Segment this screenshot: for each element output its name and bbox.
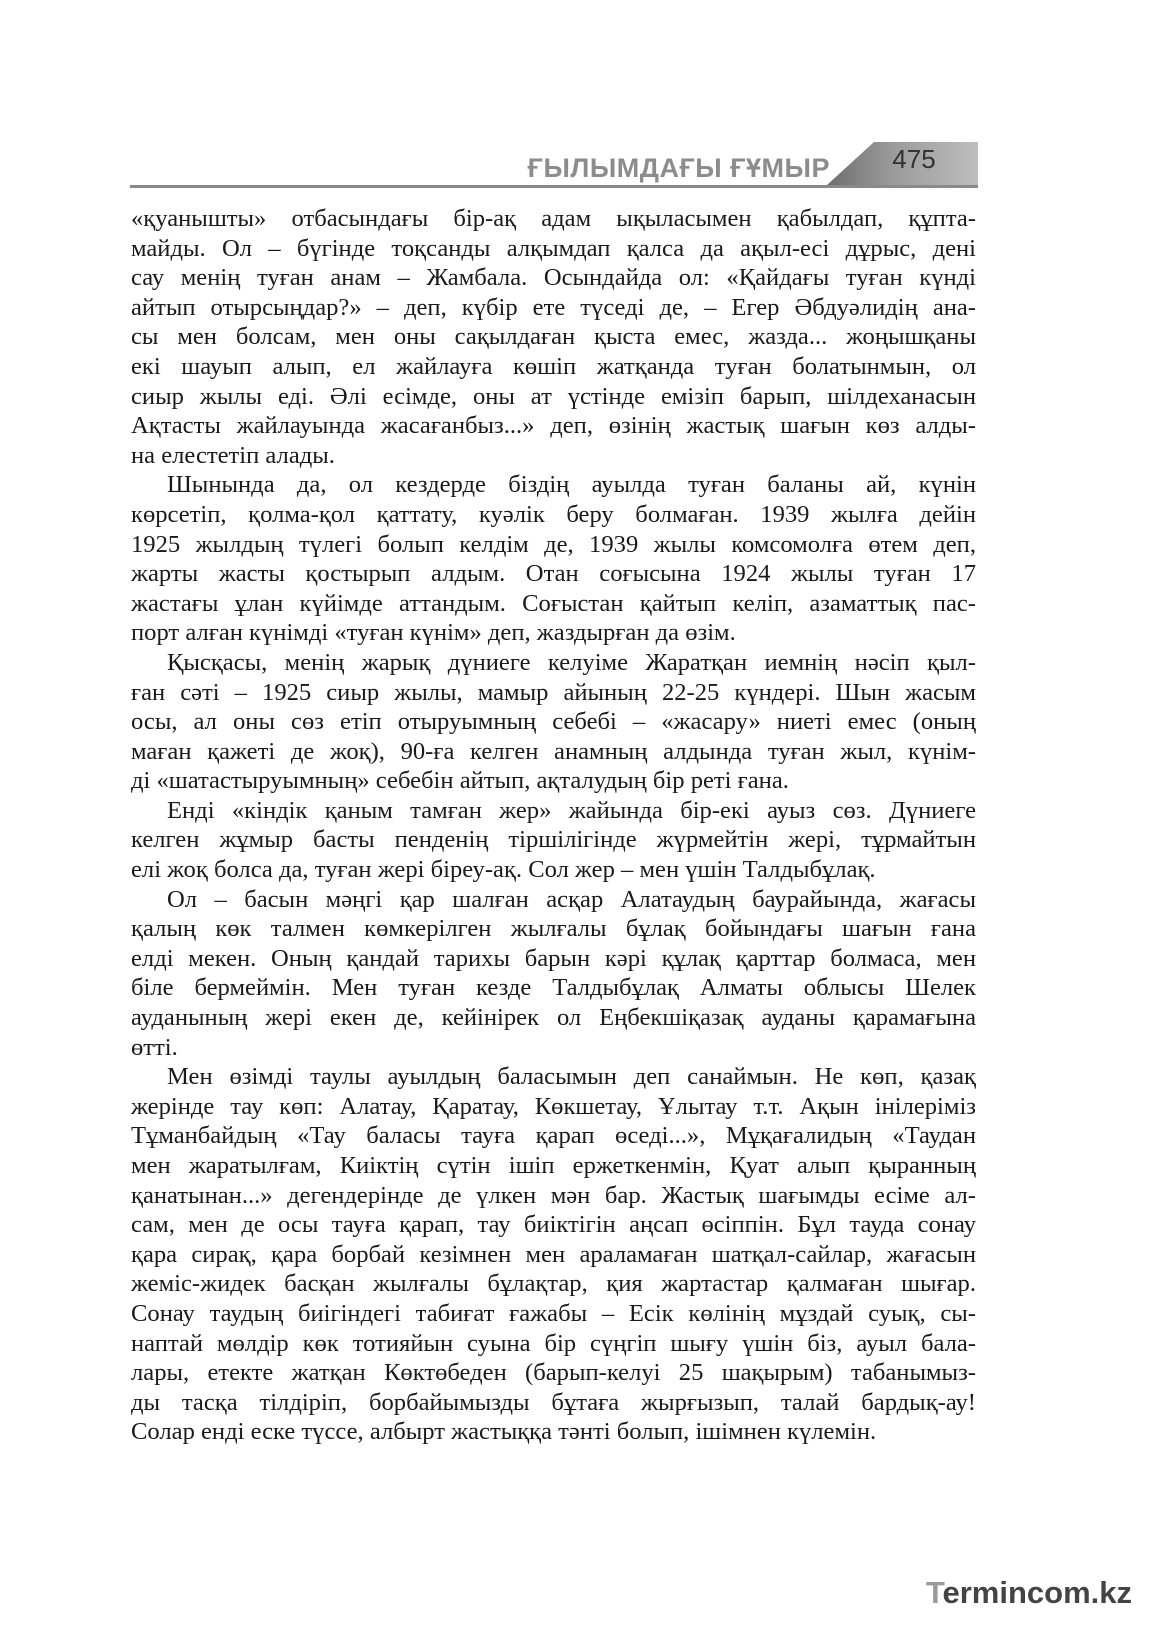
text-line: ді «шатастыруымның» себебін айтып, ақталудың бір реті ғана. xyxy=(131,767,789,795)
text-line: қалың көк талмен көмкерілген жылғалы бұлақ бойындағы шағын ғана xyxy=(131,915,976,943)
text-line: маған қажеті де жоқ), 90-ға келген анамның алдында туған жыл, күнім- xyxy=(131,737,976,765)
text-line: көрсетіп, қолма-қол қаттату, куәлік беру болмаған. 1939 жылға дейін xyxy=(131,500,976,528)
text-line: Ақтасты жайлауында жасағанбыз...» деп, өзінің жастық шағын көз алды- xyxy=(131,412,976,440)
text-line: сау менің туған анам – Жамбала. Осындайда ол: «Қайдағы туған күнді xyxy=(131,264,976,292)
watermark-tail: m.kz xyxy=(1063,1575,1132,1610)
text-line: Қысқасы, менің жарық дүниеге келуіме Жаратқан иемнің нәсіп қыл- xyxy=(167,648,976,676)
text-line: Шынында да, ол кездерде біздің ауылда туған баланы ай, күнін xyxy=(167,471,976,499)
text-line: сам, мен де осы тауға қарап, тау биіктігін аңсап өсіппін. Бұл тауда сонау xyxy=(131,1211,976,1239)
paragraph xyxy=(131,885,976,1063)
watermark-o-glyph: o xyxy=(1044,1575,1064,1610)
body-text xyxy=(131,204,976,1447)
text-line: мен жаратылғам, Киіктің сүтін ішіп ержеткенмін, Қуат алып қыранның xyxy=(131,1152,976,1179)
text-line: қанатынан...» дегендерінде де үлкен мән бар. Жастық шағымды есіме ал- xyxy=(131,1181,976,1209)
text-line: на елестетіп алады. xyxy=(131,441,335,469)
running-head xyxy=(130,138,978,188)
text-line: ған сәті – 1925 сиыр жылы, мамыр айының 22-25 күндері. Шын жасым xyxy=(131,678,976,706)
paragraph xyxy=(131,796,976,885)
text-line: лары, етекте жатқан Көктөбеден (барып-келуі 25 шақырым) табанымыз- xyxy=(131,1359,976,1387)
text-line: ды тасқа тілдіріп, борбайымызды бұтаға жырғызып, талай бардық-ау! xyxy=(131,1388,976,1416)
text-line: біле бермеймін. Мен туған кезде Талдыбұлақ Алматы облысы Шелек xyxy=(131,974,976,1002)
text-line: Сонау таудың биігіндегі табиғат ғажабы – Есік көлінің мұздай суық, сы- xyxy=(131,1299,976,1327)
paragraph xyxy=(131,1062,976,1447)
running-title: ҒЫЛЫМДАҒЫ ҒҰМЫР xyxy=(527,153,830,183)
page-number: 475 xyxy=(892,144,936,174)
text-line: айтып отырсыңдар?» – деп, күбір ете түседі де, – Егер Әбдуәлидің ана- xyxy=(131,293,976,321)
header-rule xyxy=(130,185,978,188)
text-line: сиыр жылы еді. Әлі есімде, оны ат үстінде емізіп барып, шілдеханасын xyxy=(131,382,976,410)
text-line: Тұманбайдың «Тау баласы тауға қарап өседі...», Мұқағалидың «Таудан xyxy=(131,1122,976,1150)
paragraph xyxy=(131,648,976,796)
paragraph xyxy=(131,470,976,648)
text-line: елді мекен. Оның қандай тарихы барын кәрі құлақ қарттар болмаса, мен xyxy=(131,944,976,972)
site-watermark xyxy=(926,1575,1132,1611)
text-line: майды. Ол – бүгінде тоқсанды алқымдап қалса да ақыл-есі дұрыс, дені xyxy=(131,234,976,262)
paragraph xyxy=(131,204,976,470)
text-line: елі жоқ болса да, туған жері біреу-ақ. Сол жер – мен үшін Талдыбұлақ. xyxy=(131,856,876,884)
text-line: сы мен болсам, мен оны сақылдаған қыста емес, жазда... жоңышқаны xyxy=(131,323,976,351)
text-line: наптай мөлдір көк тотияйын суына бір сүңгіп шығу үшін біз, ауыл бала- xyxy=(131,1329,976,1357)
text-line: екі шауып алып, ел жайлауға көшіп жатқанда туған болатынмын, ол xyxy=(131,352,976,380)
text-line: қара сирақ, қара борбай кезімнен мен араламаған шатқал-сайлар, жағасын xyxy=(131,1240,976,1268)
text-line: осы, ал оны сөз етіп отыруымның себебі – «жасару» ниеті емес (оның xyxy=(131,708,976,736)
text-line: порт алған күнімді «туған күнім» деп, жаздырған да өзім. xyxy=(131,619,736,647)
text-line: жерінде тау көп: Алатау, Қаратау, Көкшетау, Ұлытау т.т. Ақын інілеріміз xyxy=(131,1092,976,1120)
text-line: Солар енді еске түссе, албырт жастыққа тәнті болып, ішімнен күлемін. xyxy=(131,1418,877,1446)
text-line: Ол – басын мәңгі қар шалған асқар Алатаудың баурайында, жағасы xyxy=(167,885,976,913)
text-line: Мен өзімді таулы ауылдың баласымын деп санаймын. Не көп, қазақ xyxy=(167,1063,976,1091)
text-line: жеміс-жидек басқан жылғалы бұлақтар, қия жартастар қалмаған шығар. xyxy=(131,1270,976,1298)
text-line: 1925 жылдың түлегі болып келдім де, 1939 жылы комсомолға өтем деп, xyxy=(131,530,976,558)
watermark-middle: erminc xyxy=(942,1575,1045,1610)
text-line: жарты жасты қостырып алдым. Отан соғысына 1924 жылы туған 17 xyxy=(131,560,976,588)
watermark-first-letter: T xyxy=(925,1575,943,1610)
text-line: келген жұмыр басты пенденің тіршілігінде жүрмейтін жері, тұрмайтын xyxy=(131,826,976,854)
text-line: «қуанышты» отбасындағы бір-ақ адам ықыласымен қабылдап, құпта- xyxy=(131,205,976,232)
text-line: жастағы ұлан күйімде аттандым. Соғыстан қайтып келіп, азаматтық пас- xyxy=(131,589,976,617)
text-line: ауданының жері екен де, кейінірек ол Еңбекшіқазақ ауданы қарамағына xyxy=(131,1004,976,1032)
text-line: өтті. xyxy=(131,1033,178,1061)
text-line: Енді «кіндік қаным тамған жер» жайында бір-екі ауыз сөз. Дүниеге xyxy=(167,796,976,824)
